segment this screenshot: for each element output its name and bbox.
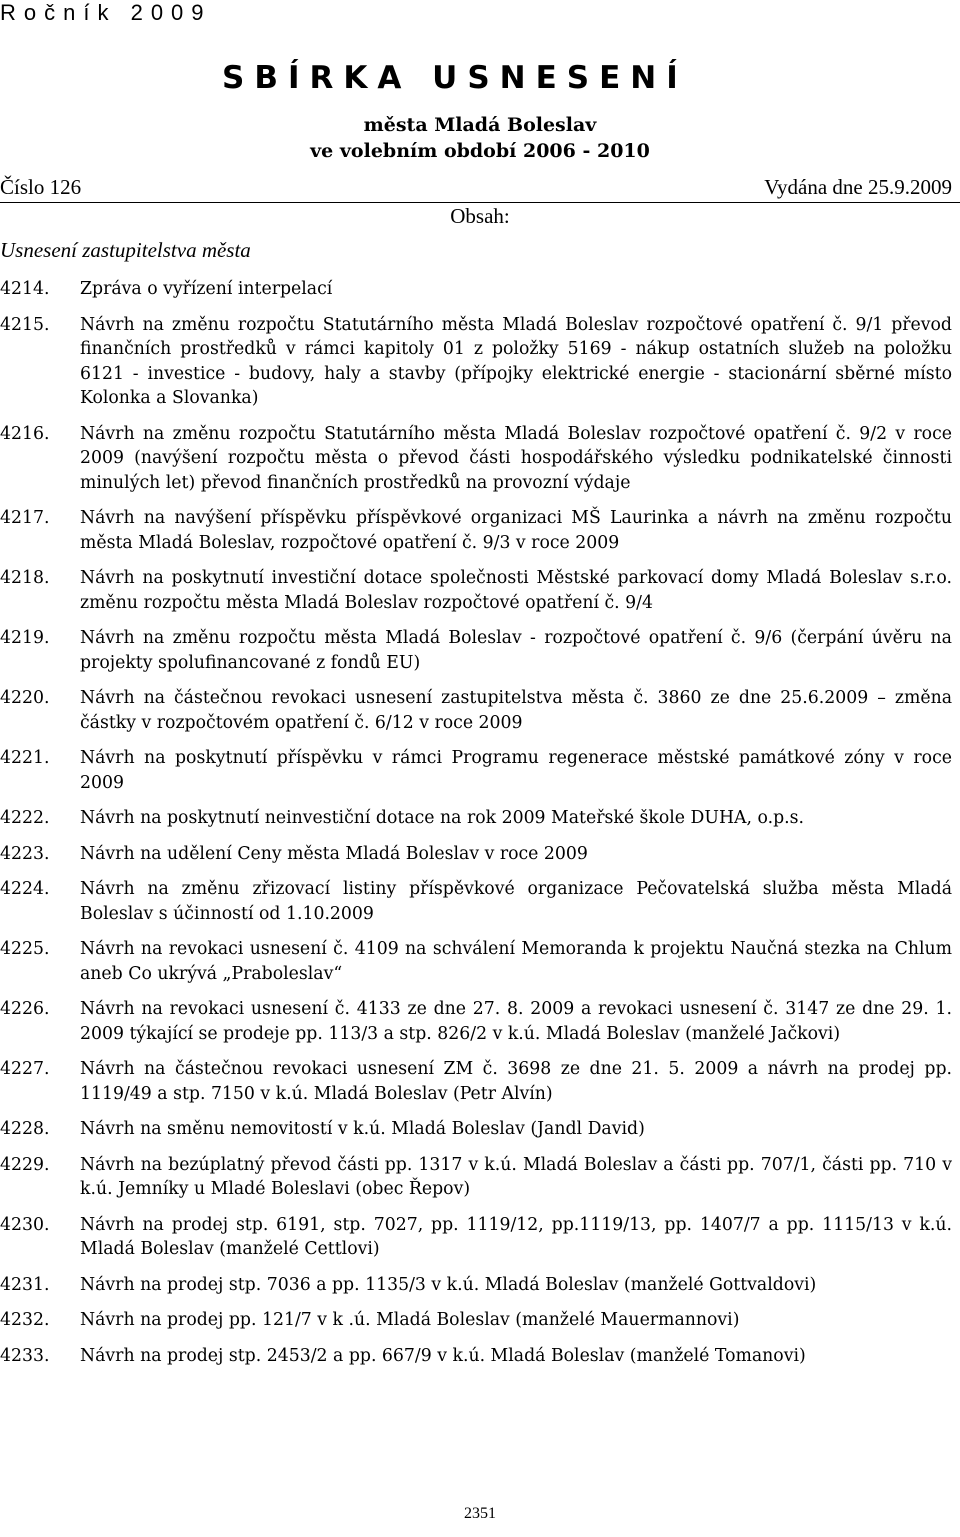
resolution-number: 4227. bbox=[0, 1059, 50, 1079]
resolution-item bbox=[0, 937, 952, 986]
page-number: 2351 bbox=[464, 1505, 496, 1522]
resolution-text: Návrh na směnu nemovitostí v k.ú. Mladá Boleslav (Jandl David) bbox=[80, 1119, 645, 1139]
resolution-number: 4233. bbox=[0, 1345, 50, 1366]
resolution-text: Návrh na změnu rozpočtu města Mladá Boleslav - rozpočtové opatření č. 9/6 (čerpání úvěru na projekty spolufinancované z fondů EU) bbox=[80, 628, 952, 673]
header-divider bbox=[0, 202, 960, 203]
resolution-text: Návrh na změnu zřizovací listiny příspěvkové organizace Pečovatelská služba města Mladá Boleslav s účinností od 1.10.2009 bbox=[80, 879, 952, 924]
city-heading bbox=[0, 112, 960, 164]
resolution-text: Návrh na poskytnutí investiční dotace společnosti Městské parkovací domy Mladá Boleslav s.r.o. změnu rozpočtu města Mladá Boleslav rozpočtové opatření č. 9/4 bbox=[80, 568, 952, 613]
resolution-number: 4222. bbox=[0, 808, 50, 828]
resolution-text: Návrh na prodej stp. 2453/2 a pp. 667/9 v k.ú. Mladá Boleslav (manželé Tomanovi) bbox=[80, 1345, 806, 1366]
resolution-number: 4218. bbox=[0, 568, 50, 588]
resolution-text: Návrh na navýšení příspěvku příspěvkové organizaci MŠ Laurinka a návrh na změnu rozpočtu města Mladá Boleslav, rozpočtové opatření č. 9/3 v roce 2009 bbox=[80, 508, 952, 553]
resolution-text: Návrh na poskytnutí příspěvku v rámci Programu regenerace městské památkové zóny v roce 2009 bbox=[80, 748, 952, 793]
resolution-item bbox=[0, 1344, 952, 1369]
resolution-item bbox=[0, 1057, 952, 1106]
resolution-item bbox=[0, 506, 952, 555]
resolution-number: 4223. bbox=[0, 843, 50, 864]
resolution-text: Návrh na prodej stp. 7036 a pp. 1135/3 v k.ú. Mladá Boleslav (manželé Gottvaldovi) bbox=[80, 1274, 817, 1295]
resolution-text: Návrh na změnu rozpočtu Statutárního města Mladá Boleslav rozpočtové opatření č. 9/2 v roce 2009 (navýšení rozpočtu města o převod části hospodářského výsledku podnikatelské činnosti minulých let) převod finančních prostředků na provozní výdaje bbox=[80, 423, 952, 493]
resolution-item bbox=[0, 806, 952, 831]
city-line: města Mladá Boleslav bbox=[363, 114, 597, 136]
resolution-text: Návrh na prodej stp. 6191, stp. 7027, pp. 1119/12, pp.1119/13, pp. 1407/7 a pp. 1115/13 v k.ú. Mladá Boleslav (manželé Cettlovi) bbox=[80, 1214, 952, 1259]
section-heading: Usnesení zastupitelstva města bbox=[0, 238, 251, 262]
resolution-text: Návrh na revokaci usnesení č. 4109 na schválení Memoranda k projektu Naučná stezka na Chlum aneb Co ukrývá „Praboleslav“ bbox=[80, 939, 952, 984]
resolution-number: 4228. bbox=[0, 1119, 50, 1139]
resolution-item bbox=[0, 746, 952, 795]
resolution-number: 4220. bbox=[0, 688, 50, 708]
resolution-number: 4232. bbox=[0, 1310, 50, 1330]
year-line: Ročník 2009 bbox=[0, 0, 212, 25]
resolution-list bbox=[0, 277, 952, 1379]
resolution-number: 4219. bbox=[0, 628, 50, 648]
resolution-text: Návrh na bezúplatný převod části pp. 1317 v k.ú. Mladá Boleslav a části pp. 707/1, části pp. 710 v k.ú. Jemníky u Mladé Boleslavi (obec Řepov) bbox=[80, 1154, 952, 1199]
resolution-text: Návrh na částečnou revokaci usnesení ZM č. 3698 ze dne 21. 5. 2009 a návrh na prodej pp. 1119/49 a stp. 7150 v k.ú. Mladá Boleslav (Petr Alvín) bbox=[80, 1059, 952, 1104]
resolution-text: Návrh na částečnou revokaci usnesení zastupitelstva města č. 3860 ze dne 25.6.2009 – změna částky v rozpočtovém opatření č. 6/12 v roce 2009 bbox=[80, 688, 952, 733]
resolution-number: 4214. bbox=[0, 279, 50, 299]
resolution-number: 4216. bbox=[0, 423, 50, 444]
resolution-number: 4230. bbox=[0, 1214, 50, 1235]
resolution-item bbox=[0, 842, 952, 867]
resolution-item bbox=[0, 877, 952, 926]
resolution-text: Návrh na změnu rozpočtu Statutárního města Mladá Boleslav rozpočtové opatření č. 9/1 převod finančních prostředků v rámci kapitoly 01 z položky 5169 - nákup ostatních služeb na položku 6121 - investice - budovy, haly a stavby (přípojky elektrické energie - stacionární sběrné místo Kolonka a Slovanka) bbox=[80, 314, 952, 408]
resolution-item bbox=[0, 1153, 952, 1202]
issue-date: Vydána dne 25.9.2009 bbox=[764, 175, 952, 199]
resolution-item bbox=[0, 626, 952, 675]
resolution-item bbox=[0, 313, 952, 411]
document-title: SBÍRKA USNESENÍ bbox=[222, 60, 688, 96]
resolution-text: Návrh na poskytnutí neinvestiční dotace na rok 2009 Mateřské škole DUHA, o.p.s. bbox=[80, 808, 804, 828]
resolution-number: 4215. bbox=[0, 314, 50, 335]
resolution-text: Zpráva o vyřízení interpelací bbox=[80, 279, 333, 299]
resolution-number: 4226. bbox=[0, 999, 50, 1019]
resolution-text: Návrh na revokaci usnesení č. 4133 ze dne 27. 8. 2009 a revokaci usnesení č. 3147 ze dne 29. 1. 2009 týkající se prodeje pp. 113/3 a stp. 826/2 v k.ú. Mladá Boleslav (manželé Jačkovi) bbox=[80, 999, 952, 1044]
resolution-number: 4217. bbox=[0, 508, 50, 528]
resolution-number: 4229. bbox=[0, 1154, 50, 1175]
resolution-item bbox=[0, 566, 952, 615]
resolution-number: 4224. bbox=[0, 879, 50, 899]
resolution-item bbox=[0, 997, 952, 1046]
resolution-item bbox=[0, 1273, 952, 1298]
resolution-item bbox=[0, 686, 952, 735]
contents-label: Obsah: bbox=[450, 204, 510, 228]
resolution-item bbox=[0, 422, 952, 496]
resolution-text: Návrh na udělení Ceny města Mladá Boleslav v roce 2009 bbox=[80, 843, 588, 864]
resolution-item bbox=[0, 277, 952, 302]
resolution-number: 4221. bbox=[0, 748, 50, 768]
resolution-text: Návrh na prodej pp. 121/7 v k .ú. Mladá Boleslav (manželé Mauermannovi) bbox=[80, 1310, 740, 1330]
issue-number: Číslo 126 bbox=[0, 175, 82, 199]
resolution-item bbox=[0, 1213, 952, 1262]
resolution-number: 4231. bbox=[0, 1274, 50, 1295]
resolution-number: 4225. bbox=[0, 939, 50, 959]
term-line: ve volebním období 2006 - 2010 bbox=[310, 140, 650, 162]
resolution-item bbox=[0, 1117, 952, 1142]
resolution-item bbox=[0, 1308, 952, 1333]
